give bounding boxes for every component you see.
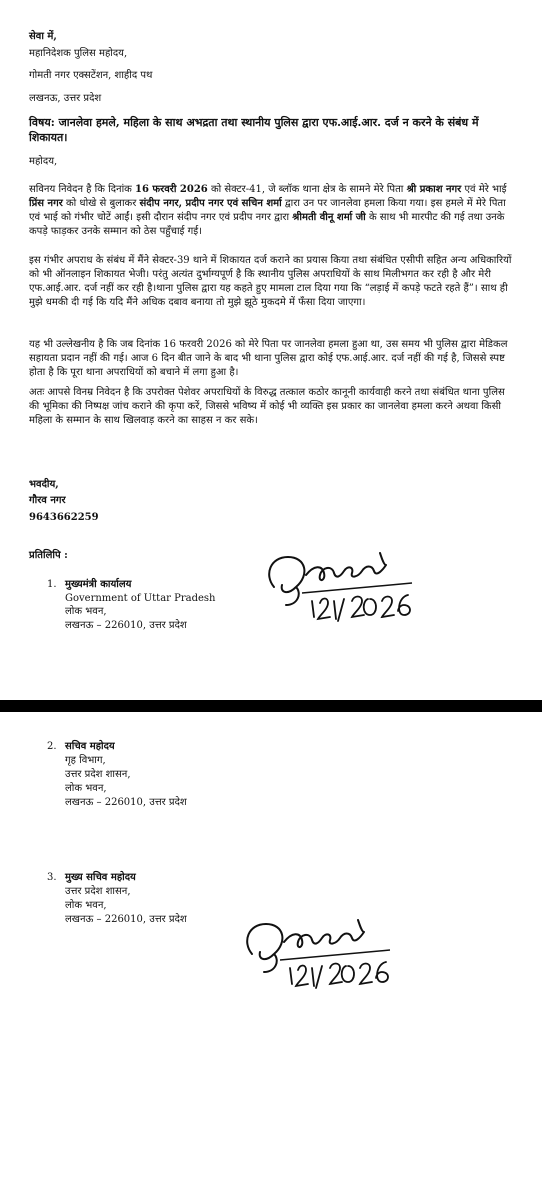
father-name: श्री प्रकाश नगर — [406, 184, 462, 195]
copy-3-line-1: उत्तर प्रदेश शासन, — [65, 886, 131, 897]
addressee-line-3: लखनऊ, उत्तर प्रदेश — [29, 93, 102, 104]
letter-page-2 — [0, 712, 542, 1200]
copy-heading: प्रतिलिपि : — [29, 550, 68, 561]
brother-name: प्रिंस नगर — [29, 198, 63, 209]
copy-2-number: 2. — [47, 741, 57, 752]
copy-2-line-1: गृह विभाग, — [65, 755, 106, 766]
closing: भवदीय, — [29, 479, 59, 490]
copy-2-title: सचिव महोदय — [65, 741, 115, 752]
copy-1-line-2: लोक भवन, — [65, 606, 107, 617]
mother-name: श्रीमती वीनू शर्मा जी — [292, 212, 366, 223]
copy-1-number: 1. — [47, 579, 57, 590]
accused-names: संदीप नगर, प्रदीप नगर एवं सचिन शर्मा — [139, 198, 282, 209]
signature-1 — [262, 535, 422, 625]
addressee-line-2: गोमती नगर एक्सटेंशन, शाहीद पथ — [29, 70, 153, 81]
copy-3-title: मुख्य सचिव महोदय — [65, 872, 136, 883]
addressee-line-1: महानिदेशक पुलिस महोदय, — [29, 48, 128, 59]
salutation-to: सेवा में, — [29, 31, 57, 42]
paragraph-3: यह भी उल्लेखनीय है कि जब दिनांक 16 फरवरी 2026 को मेरे पिता पर जानलेवा हमला हुआ था, उस समय भी पुलिस द्वारा मेडिकल सहायता प्रदान नहीं की गई। आज 6 दिन बीत जाने के बाद भी थाना पुलिस द्वारा कोई एफ.आई.आर. दर्ज नहीं की गई है, जिससे स्पष्ट होता है कि पूरा थाना अपराधियों को बचाने में लगा हुआ है। — [29, 339, 508, 378]
copy-1-line-1: Government of Uttar Pradesh — [65, 593, 216, 604]
copy-2-line-3: लोक भवन, — [65, 783, 107, 794]
copy-1-line-3: लखनऊ – 226010, उत्तर प्रदेश — [65, 620, 187, 631]
paragraph-2: इस गंभीर अपराध के संबंध में मैंने सेक्टर-39 थाने में शिकायत दर्ज कराने का प्रयास किया तथा संबंधित एसीपी सहित अन्य अधिकारियों को भी ऑनलाइन शिकायत भेजी। परंतु अत्यंत दुर्भाग्यपूर्ण है कि स्थानीय पुलिस अपराधियों के साथ मिलीभगत कर रही है और मेरी एफ.आई.आर. दर्ज नहीं कर रही है।थाना पुलिस द्वारा यह कहते हुए मामला टाल दिया गया कि “लड़ाई में कपड़े फटते रहते हैं”। साथ ही मुझे धमकी दी गई कि यदि मैंने अधिक दबाव बनाया तो मुझे झूठे मुकदमे में फँसा दिया जाएगा। — [29, 255, 512, 308]
sender-phone: 9643662259 — [29, 512, 99, 523]
subject-line: विषय: जानलेवा हमले, महिला के साथ अभद्रता तथा स्थानीय पुलिस द्वारा एफ.आई.आर. दर्ज न करने के संबंध में शिकायत। — [29, 116, 479, 144]
copy-1-title: मुख्यमंत्री कार्यालय — [65, 579, 132, 590]
sender-name: गौरव नगर — [29, 495, 66, 506]
greeting: महोदय, — [29, 156, 58, 167]
copy-3-line-3: लखनऊ – 226010, उत्तर प्रदेश — [65, 914, 187, 925]
incident-date: 16 फरवरी 2026 — [135, 184, 208, 195]
copy-3-line-2: लोक भवन, — [65, 900, 107, 911]
copy-3-number: 3. — [47, 872, 57, 883]
copy-2-line-4: लखनऊ – 226010, उत्तर प्रदेश — [65, 797, 187, 808]
page-divider — [0, 700, 542, 712]
paragraph-4: अतः आपसे विनम्र निवेदन है कि उपरोक्त पेशेवर अपराधियों के विरुद्ध तत्काल कठोर कानूनी कार्यवाही करने तथा संबंधित थाना पुलिस की भूमिका की निष्पक्ष जांच कराने की कृपा करें, जिससे भविष्य में कोई भी व्यक्ति इस प्रकार का जानलेवा हमला करने अथवा किसी महिला के सम्मान के साथ खिलवाड़ करने का साहस न कर सके। — [29, 387, 505, 426]
paragraph-1: सविनय निवेदन है कि दिनांक 16 फरवरी 2026 को सेक्टर-41, जे ब्लॉक थाना क्षेत्र के सामने मेरे पिता श्री प्रकाश नगर एवं मेरे भाई प्रिंस नगर को धोखे से बुलाकर संदीप नगर, प्रदीप नगर एवं सचिन शर्मा द्वारा उन पर जानलेवा हमला किया गया। इस हमले में मेरे पिता एवं भाई को गंभीर चोटें आईं। इसी दौरान संदीप नगर एवं प्रदीप नगर द्वारा श्रीमती वीनू शर्मा जी के साथ भी मारपीट की गई तथा उनके कपड़े फाड़कर उनके सम्मान को ठेस पहुँचाई गई। — [29, 184, 507, 237]
signature-2 — [240, 902, 400, 992]
copy-2-line-2: उत्तर प्रदेश शासन, — [65, 769, 131, 780]
